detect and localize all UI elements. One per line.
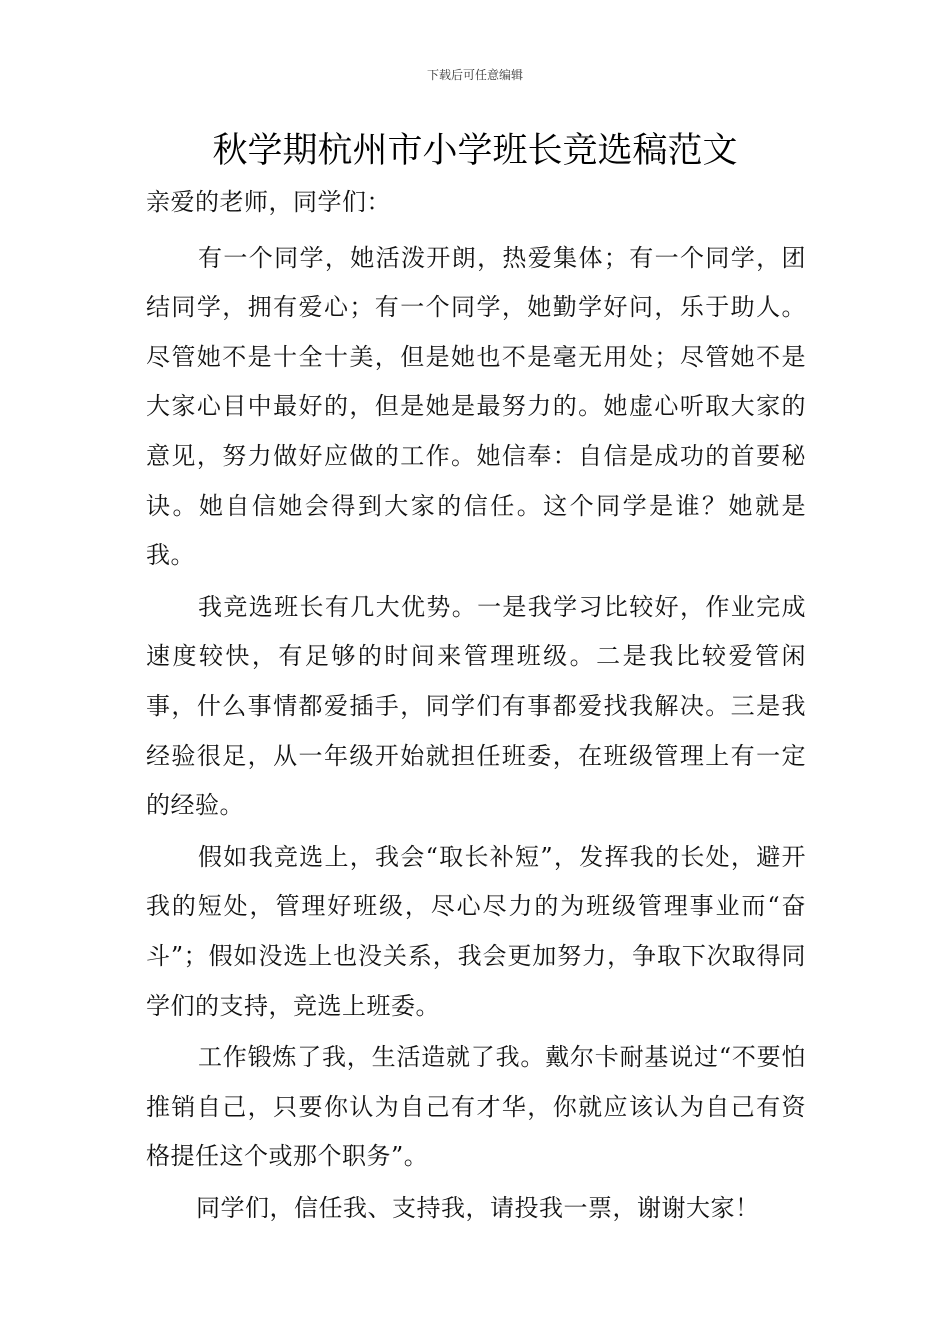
- paragraph-intro: 有一个同学，她活泼开朗，热爱集体；有一个同学，团结同学，拥有爱心；有一个同学，她勤学好问，乐于助人。尽管她不是十全十美，但是她也不是毫无用处；尽管她不是大家心目中最好的，但是她是最努力的。她虚心听取大家的意见，努力做好应做的工作。她信奉：自信是成功的首要秘诀。她自信她会得到大家的信任。这个同学是谁？她就是我。: [146, 243, 806, 570]
- document-title: 秋学期杭州市小学班长竞选稿范文: [212, 131, 738, 171]
- paragraph-plan: 假如我竞选上，我会“取长补短”，发挥我的长处，避开我的短处，管理好班级，尽心尽力的为班级管理事业而“奋斗”；假如没选上也没关系，我会更加努力，争取下次取得同学们的支持，竞选上班委。: [146, 842, 806, 1020]
- header-note: 下载后可任意编辑: [426, 68, 523, 82]
- paragraph-quote: 工作锻炼了我，生活造就了我。戴尔卡耐基说过“不要怕推销自己，只要你认为自己有才华，你就应该认为自己有资格提任这个或那个职务”。: [146, 1043, 806, 1171]
- paragraph-advantages: 我竞选班长有几大优势。一是我学习比较好，作业完成速度较快，有足够的时间来管理班级。二是我比较爱管闲事，什么事情都爱插手，同学们有事都爱找我解决。三是我经验很足，从一年级开始就担任班委，在班级管理上有一定的经验。: [146, 592, 806, 820]
- salutation: 亲爱的老师，同学们：: [146, 188, 391, 216]
- closing-line: 同学们，信任我、支持我，请投我一票，谢谢大家！: [196, 1193, 760, 1222]
- document-body: [146, 178, 806, 1233]
